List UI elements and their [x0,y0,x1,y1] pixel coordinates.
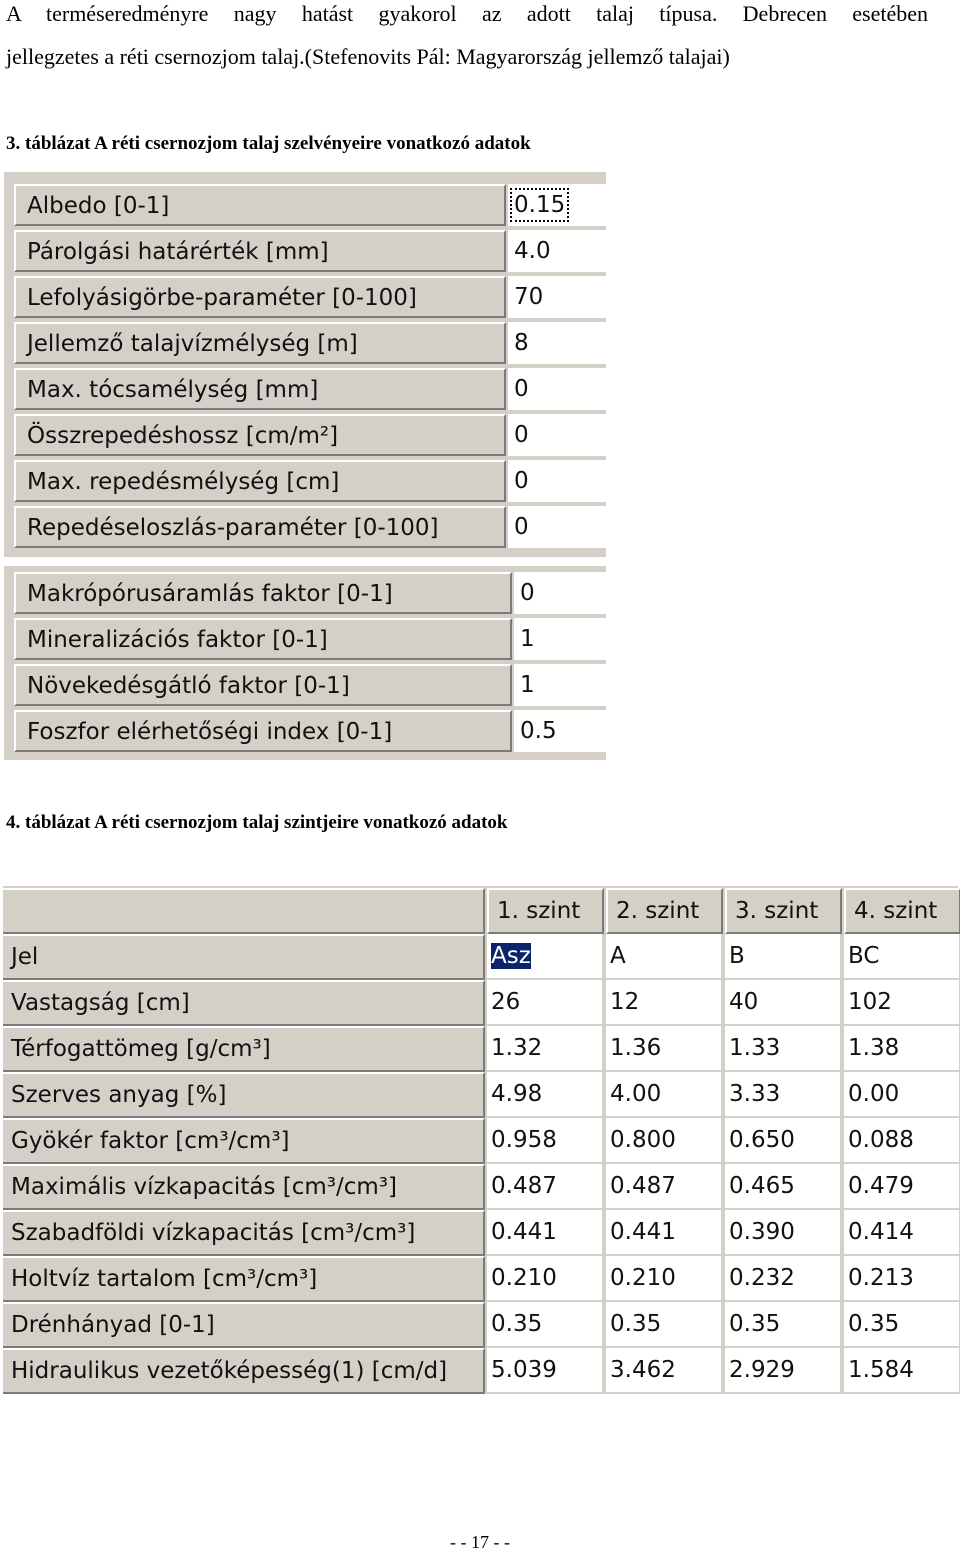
table-row [3,1118,958,1164]
param-input[interactable]: 0.5 [514,710,606,754]
grid-cell[interactable]: 0.213 [844,1256,960,1302]
grid-cell[interactable]: 1.33 [725,1026,842,1072]
grid-cell[interactable]: 0.35 [606,1302,723,1348]
grid-cell[interactable]: 0.35 [487,1302,604,1348]
row-header: Jel [3,934,485,980]
row-header: Szerves anyag [%] [3,1072,485,1118]
grid-cell[interactable]: 0.441 [606,1210,723,1256]
grid-cell[interactable]: 1.36 [606,1026,723,1072]
table4-caption: 4. táblázat A réti csernozjom talaj szintjeire vonatkozó adatok [6,812,508,833]
param-input[interactable]: 0 [508,506,606,550]
grid-cell[interactable]: 3.462 [606,1348,723,1394]
table-row [3,1026,958,1072]
intro-line-1: A terméseredményre nagy hatást gyakorol az adott talaj típusa. Debrecen esetében [6,1,928,26]
soil-profile-panel [4,172,606,557]
corner-cell [3,888,485,934]
grid-cell[interactable]: 0.800 [606,1118,723,1164]
param-row [14,572,606,616]
param-row [14,414,606,458]
param-input[interactable]: 1 [514,664,606,708]
grid-cell[interactable]: 0.35 [844,1302,960,1348]
param-label: Jellemző talajvízmélység [m] [14,322,506,364]
param-label: Összrepedéshossz [cm/m²] [14,414,506,456]
grid-cell[interactable]: 0.00 [844,1072,960,1118]
grid-cell[interactable]: 0.232 [725,1256,842,1302]
param-input[interactable]: 0 [508,368,606,412]
grid-cell[interactable]: 102 [844,980,960,1026]
param-label: Foszfor elérhetőségi index [0-1] [14,710,512,752]
grid-cell[interactable]: 0.390 [725,1210,842,1256]
grid-cell[interactable]: 0.650 [725,1118,842,1164]
param-label: Lefolyásigörbe-paraméter [0-100] [14,276,506,318]
grid-cell[interactable]: B [725,934,842,980]
table-row [3,1348,958,1394]
row-header: Drénhányad [0-1] [3,1302,485,1348]
param-label: Párolgási határérték [mm] [14,230,506,272]
table-row [3,1256,958,1302]
grid-cell[interactable]: 0.441 [487,1210,604,1256]
grid-cell[interactable]: 2.929 [725,1348,842,1394]
row-header: Hidraulikus vezetőképesség(1) [cm/d] [3,1348,485,1394]
param-input[interactable]: 8 [508,322,606,366]
param-label: Mineralizációs faktor [0-1] [14,618,512,660]
param-label: Makrópórusáramlás faktor [0-1] [14,572,512,614]
grid-cell[interactable]: 1.32 [487,1026,604,1072]
param-input[interactable]: 1 [514,618,606,662]
grid-cell[interactable]: 1.584 [844,1348,960,1394]
row-header: Vastagság [cm] [3,980,485,1026]
grid-cell[interactable]: 4.00 [606,1072,723,1118]
table-row [3,1164,958,1210]
page-number: - - 17 - - [450,1532,510,1552]
grid-cell[interactable]: 0.35 [725,1302,842,1348]
param-row-albedo [14,184,606,228]
grid-cell[interactable]: 5.039 [487,1348,604,1394]
param-row [14,322,606,366]
table-row [3,980,958,1026]
soil-levels-grid [3,886,958,1394]
param-row [14,276,606,320]
param-row [14,368,606,412]
param-input[interactable]: 4.0 [508,230,606,274]
param-label: Max. tócsamélység [mm] [14,368,506,410]
grid-cell[interactable]: 0.210 [487,1256,604,1302]
grid-cell[interactable]: 0.210 [606,1256,723,1302]
param-row [14,506,606,550]
row-header: Gyökér faktor [cm³/cm³] [3,1118,485,1164]
param-input-albedo[interactable]: 0.15 [508,184,606,228]
row-header: Holtvíz tartalom [cm³/cm³] [3,1256,485,1302]
param-input[interactable]: 0 [508,414,606,458]
grid-cell[interactable]: 12 [606,980,723,1026]
grid-cell[interactable]: 0.414 [844,1210,960,1256]
column-header[interactable]: 3. szint [725,888,842,934]
grid-cell[interactable]: 40 [725,980,842,1026]
grid-cell[interactable]: 0.487 [487,1164,604,1210]
grid-cell[interactable]: 1.38 [844,1026,960,1072]
param-row [14,710,606,754]
grid-cell[interactable]: 4.98 [487,1072,604,1118]
row-header: Maximális vízkapacitás [cm³/cm³] [3,1164,485,1210]
grid-cell[interactable]: BC [844,934,960,980]
grid-cell[interactable]: 0.487 [606,1164,723,1210]
grid-cell[interactable]: 3.33 [725,1072,842,1118]
grid-cell[interactable]: A [606,934,723,980]
column-header[interactable]: 2. szint [606,888,723,934]
param-row [14,230,606,274]
table-row [3,1072,958,1118]
param-input[interactable]: 0 [508,460,606,504]
param-row [14,664,606,708]
row-header: Szabadföldi vízkapacitás [cm³/cm³] [3,1210,485,1256]
grid-cell[interactable]: 0.479 [844,1164,960,1210]
intro-line-2: jellegzetes a réti csernozjom talaj.(Stefenovits Pál: Magyarország jellemző talajai) [6,44,730,69]
column-header[interactable]: 4. szint [844,888,960,934]
soil-factor-panel [4,566,606,760]
table3-caption: 3. táblázat A réti csernozjom talaj szelvényeire vonatkozó adatok [6,133,531,154]
table-row [3,1210,958,1256]
param-label: Max. repedésmélység [cm] [14,460,506,502]
param-row [14,618,606,662]
param-input[interactable]: 70 [508,276,606,320]
param-label: Albedo [0-1] [14,184,506,226]
param-input[interactable]: 0 [514,572,606,616]
grid-cell[interactable]: 26 [487,980,604,1026]
param-row [14,460,606,504]
header-row [3,888,958,934]
table-row [3,1302,958,1348]
param-label: Növekedésgátló faktor [0-1] [14,664,512,706]
column-header[interactable]: 1. szint [487,888,604,934]
grid-cell[interactable]: 0.088 [844,1118,960,1164]
grid-cell[interactable]: 0.958 [487,1118,604,1164]
table-row [3,934,958,980]
row-header: Térfogattömeg [g/cm³] [3,1026,485,1072]
grid-cell[interactable]: 0.465 [725,1164,842,1210]
param-label: Repedéseloszlás-paraméter [0-100] [14,506,506,548]
grid-cell-selected[interactable]: Asz [487,934,604,980]
